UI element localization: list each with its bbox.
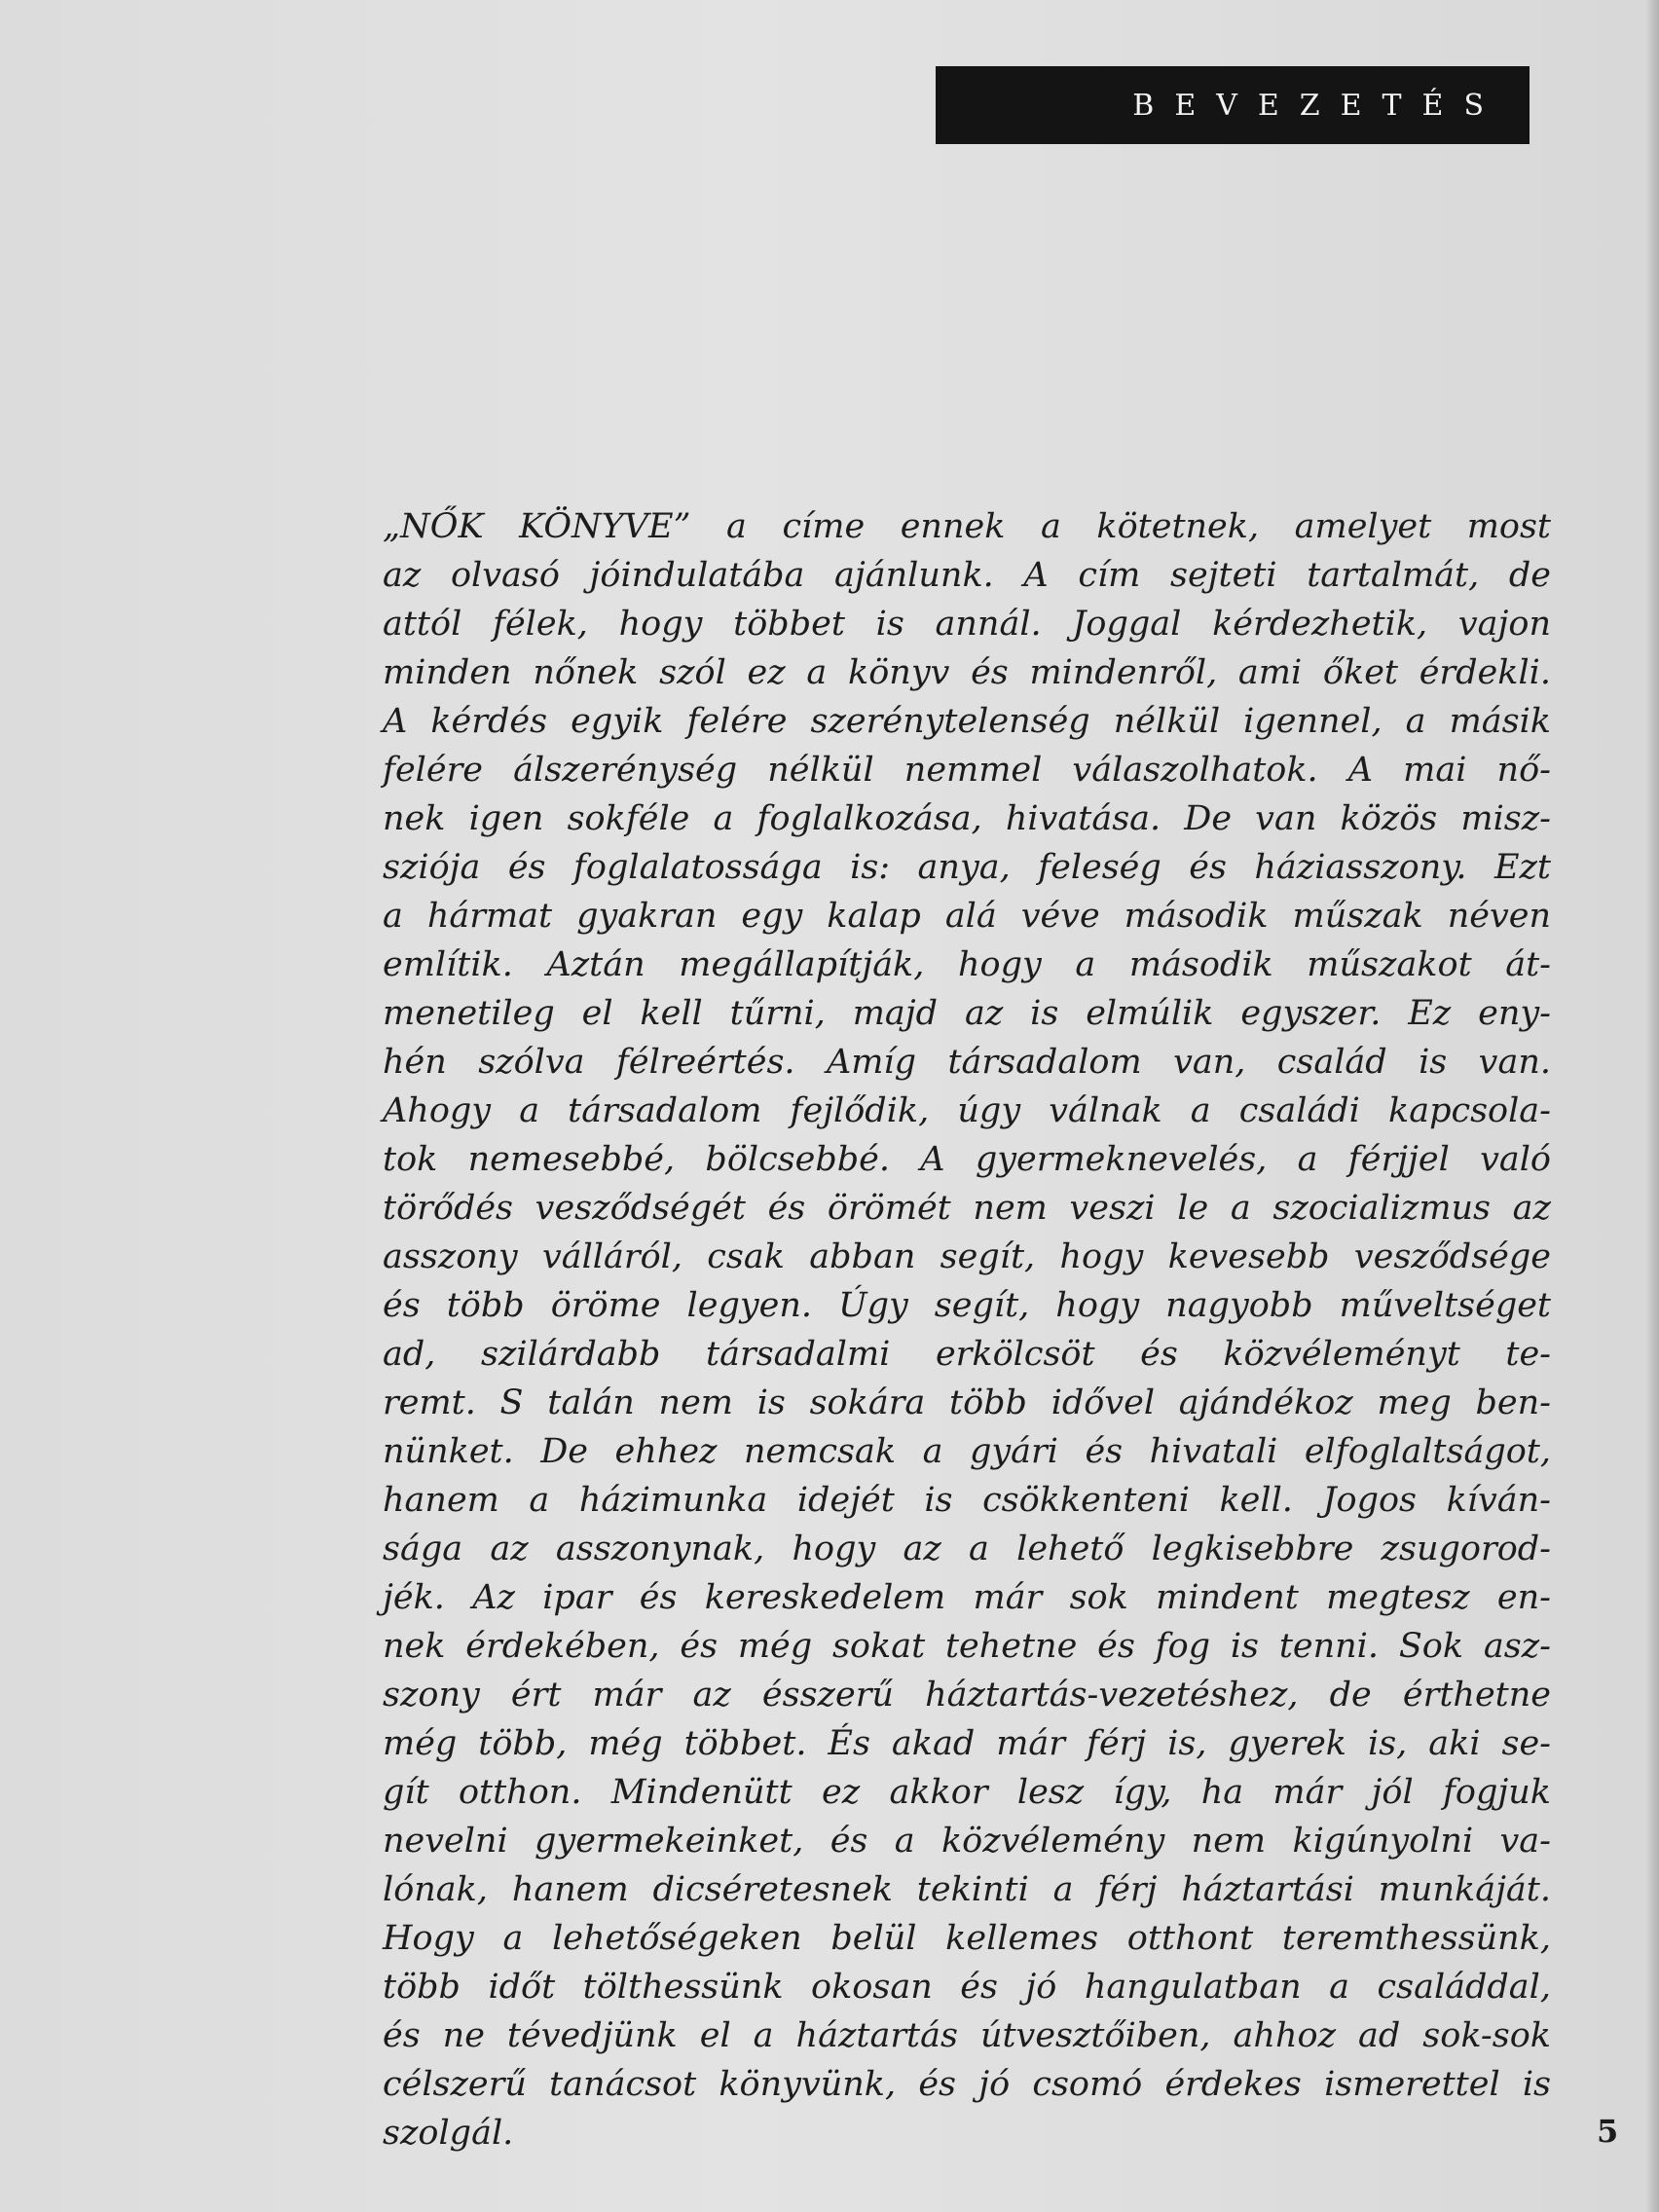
text-line: felére álszerénység nélkül nemmel válaszolhatok. A mai nő- bbox=[383, 751, 1551, 790]
text-line: célszerű tanácsot könyvünk, és jó csomó érdekes ismerettel is bbox=[383, 2065, 1551, 2104]
text-line: jék. Az ipar és kereskedelem már sok mindent megtesz en- bbox=[383, 1578, 1551, 1617]
text-line: „NŐK KÖNYVE” a címe ennek a kötetnek, amelyet most bbox=[383, 507, 1551, 546]
text-line: attól félek, hogy többet is annál. Joggal kérdezhetik, vajon bbox=[383, 605, 1551, 644]
text-line: gít otthon. Mindenütt ez akkor lesz így, ha már jól fogjuk bbox=[383, 1773, 1551, 1812]
page-edge-shadow bbox=[1645, 0, 1659, 2212]
text-line: még több, még többet. És akad már férj is, gyerek is, aki se- bbox=[383, 1724, 1551, 1763]
text-line: minden nőnek szól ez a könyv és mindenről, ami őket érdekli. bbox=[383, 653, 1551, 692]
text-line: A kérdés egyik felére szerénytelenség nélkül igennel, a másik bbox=[383, 702, 1551, 741]
text-line: sziója és foglalatossága is: anya, feleség és háziasszony. Ezt bbox=[383, 848, 1551, 887]
text-line: nünket. De ehhez nemcsak a gyári és hivatali elfoglaltságot, bbox=[383, 1432, 1551, 1471]
text-line: törődés vesződségét és örömét nem veszi le a szocializmus az bbox=[383, 1189, 1551, 1228]
text-line: nek igen sokféle a foglalkozása, hivatása. De van közös misz- bbox=[383, 799, 1551, 838]
text-line: asszony válláról, csak abban segít, hogy kevesebb vesződsége bbox=[383, 1237, 1551, 1276]
text-line: nevelni gyermekeinket, és a közvélemény nem kigúnyolni va- bbox=[383, 1822, 1551, 1861]
text-line: említik. Aztán megállapítják, hogy a második műszakot át- bbox=[383, 945, 1551, 984]
text-line: nek érdekében, és még sokat tehetne és fog is tenni. Sok asz- bbox=[383, 1627, 1551, 1666]
text-line: szolgál. bbox=[383, 2114, 514, 2153]
text-line: és több öröme legyen. Úgy segít, hogy nagyobb műveltséget bbox=[383, 1286, 1551, 1325]
section-title: BEVEZETÉS bbox=[1132, 88, 1504, 123]
section-header-banner bbox=[936, 66, 1530, 144]
text-line: Hogy a lehetőségeken belül kellemes otthont teremthessünk, bbox=[383, 1919, 1551, 1958]
text-line: Ahogy a társadalom fejlődik, úgy válnak a családi kapcsola- bbox=[383, 1091, 1551, 1130]
text-line: tok nemesebbé, bölcsebbé. A gyermeknevelés, a férjjel való bbox=[383, 1140, 1551, 1179]
text-line: hén szólva félreértés. Amíg társadalom van, család is van. bbox=[383, 1043, 1551, 1082]
text-line: és ne tévedjünk el a háztartás útvesztőiben, ahhoz ad sok-sok bbox=[383, 2016, 1551, 2055]
text-line: remt. S talán nem is sokára több idővel ajándékoz meg ben- bbox=[383, 1383, 1551, 1422]
text-line: hanem a házimunka idejét is csökkenteni kell. Jogos kíván- bbox=[383, 1481, 1551, 1520]
text-line: az olvasó jóindulatába ajánlunk. A cím sejteti tartalmát, de bbox=[383, 556, 1551, 595]
text-line: a hármat gyakran egy kalap alá véve második műszak néven bbox=[383, 897, 1551, 936]
text-line: lónak, hanem dicséretesnek tekinti a férj háztartási munkáját. bbox=[383, 1870, 1551, 1909]
page-number: 5 bbox=[1597, 2113, 1619, 2150]
text-line: szony ért már az ésszerű háztartás-vezetéshez, de érthetne bbox=[383, 1676, 1551, 1714]
text-line: menetileg el kell tűrni, majd az is elmúlik egyszer. Ez eny- bbox=[383, 994, 1551, 1033]
text-line: ad, szilárdabb társadalmi erkölcsöt és közvéleményt te- bbox=[383, 1335, 1551, 1374]
text-line: sága az asszonynak, hogy az a lehető legkisebbre zsugorod- bbox=[383, 1530, 1551, 1568]
text-line: több időt tölthessünk okosan és jó hangulatban a családdal, bbox=[383, 1968, 1551, 2007]
body-paragraph bbox=[383, 502, 1551, 2157]
